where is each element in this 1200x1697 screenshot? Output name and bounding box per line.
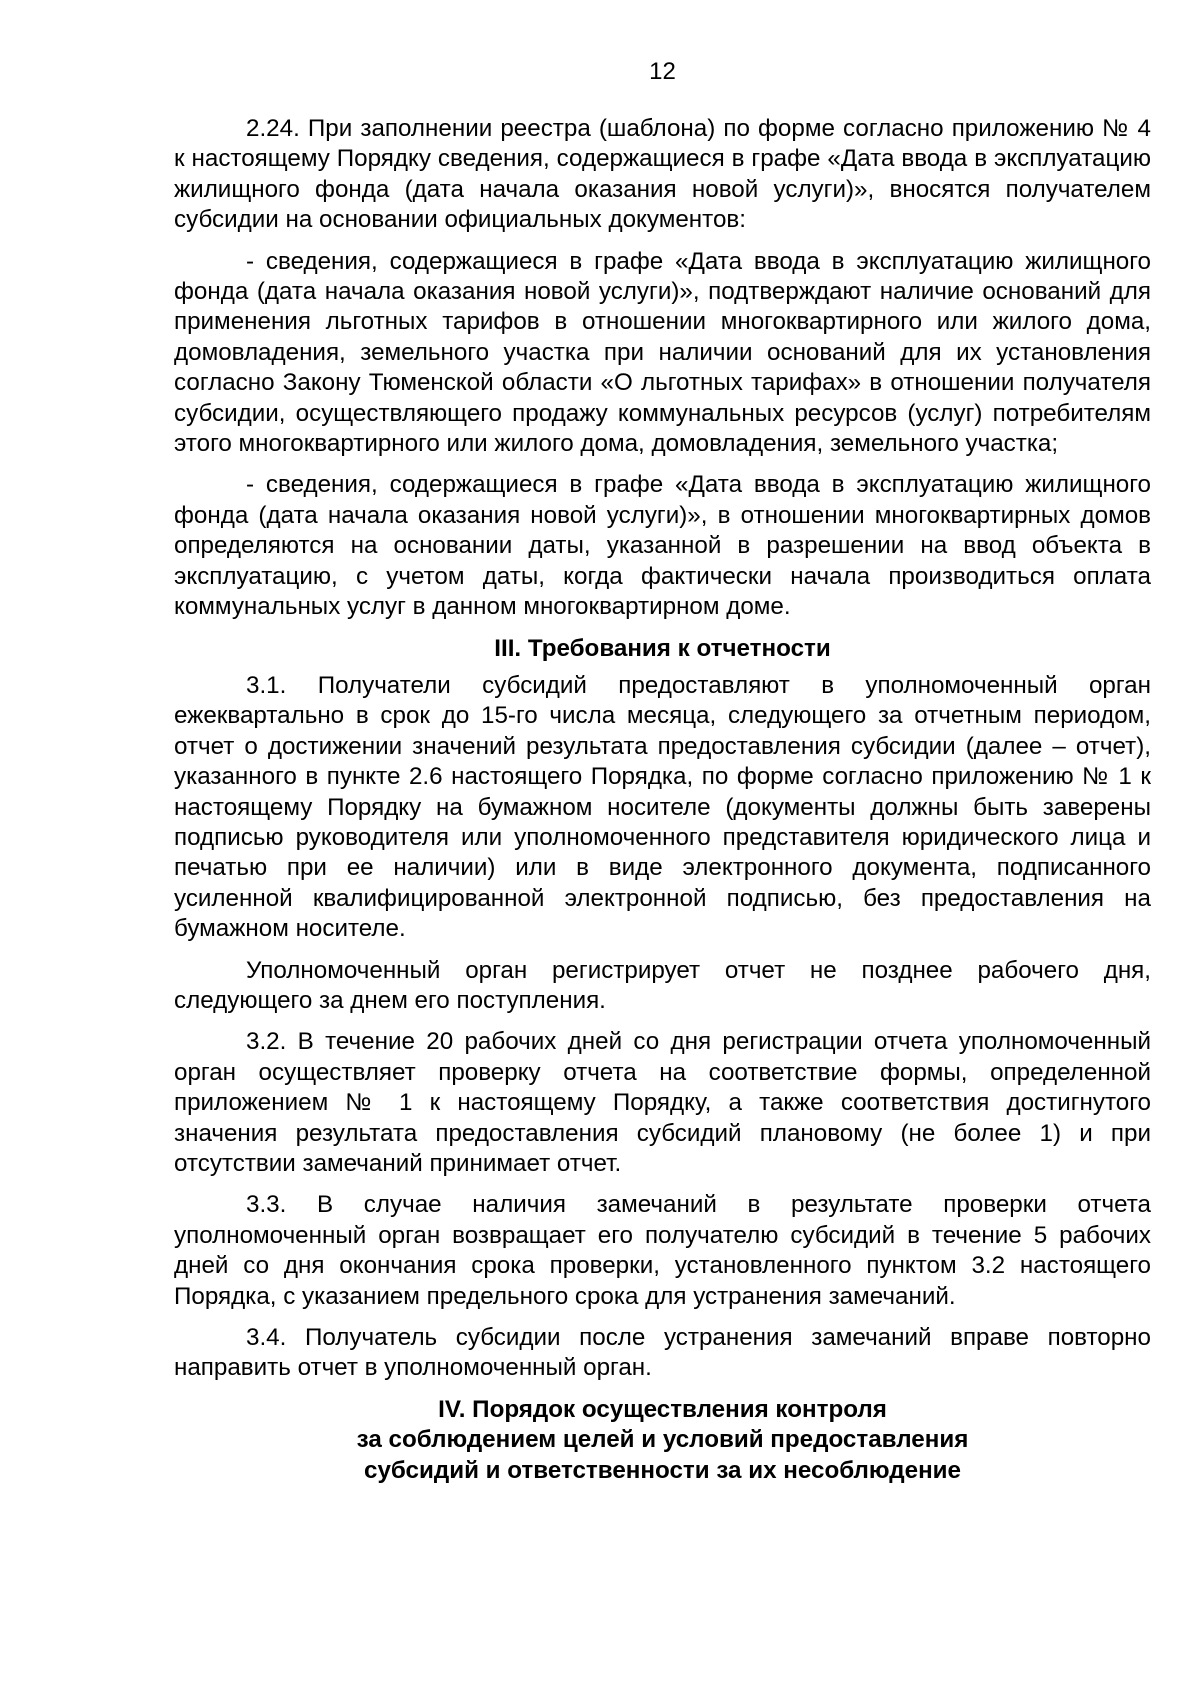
paragraph-3-3: 3.3. В случае наличия замечаний в результате проверки отчета уполномоченный орган возвращает его получателю субсидий в течение 5 рабочих дней со дня окончания срока проверки, установленного пунктом 3.2 настоящего Порядка, с указанием предельного срока для устранения замечаний. xyxy=(174,1191,1151,1310)
section-heading-4-line-1: IV. Порядок осуществления контроля xyxy=(438,1395,887,1423)
section-heading-4-line-2: за соблюдением целей и условий предоставления xyxy=(356,1426,969,1454)
document-body xyxy=(174,114,1151,1493)
section-heading-3: III. Требования к отчетности xyxy=(494,634,831,662)
paragraph-3-1-registration: Уполномоченный орган регистрирует отчет не позднее рабочего дня, следующего за днем его поступления. xyxy=(174,956,1151,1014)
section-heading-4 xyxy=(174,1395,1151,1486)
list-item: - сведения, содержащиеся в графе «Дата ввода в эксплуатацию жилищного фонда (дата начала оказания новой услуги)», в отношении многоквартирных домов определяются на основании даты, указанной в разрешении на ввод объекта в эксплуатацию, с учетом даты, когда фактически начала производиться оплата коммунальных услуг в данном многоквартирном доме. xyxy=(174,471,1151,621)
list-item: - сведения, содержащиеся в графе «Дата ввода в эксплуатацию жилищного фонда (дата начала оказания новой услуги)», подтверждают наличие оснований для применения льготных тарифов в отношении многоквартирного или жилого дома, домовладения, земельного участка при наличии оснований для их установления согласно Закону Тюменской области «О льготных тарифах» в отношении получателя субсидии, осуществляющего продажу коммунальных ресурсов (услуг) потребителям этого многоквартирного или жилого дома, домовладения, земельного участка; xyxy=(174,247,1151,458)
section-heading-4-line-3: субсидий и ответственности за их несоблюдение xyxy=(364,1456,961,1484)
page-number: 12 xyxy=(649,58,676,85)
paragraph-3-1: 3.1. Получатели субсидий предоставляют в уполномоченный орган ежеквартально в срок до 15-го числа месяца, следующего за отчетным периодом, отчет о достижении значений результата предоставления субсидии (далее – отчет), указанного в пункте 2.6 настоящего Порядка, по форме согласно приложению № 1 к настоящему Порядку на бумажном носителе (документы должны быть заверены подписью руководителя или уполномоченного представителя юридического лица и печатью при ее наличии) или в виде электронного документа, подписанного усиленной квалифицированной электронной подписью, без предоставления на бумажном носителе. xyxy=(174,671,1151,943)
paragraph-3-2: 3.2. В течение 20 рабочих дней со дня регистрации отчета уполномоченный орган осуществляет проверку отчета на соответствие формы, определенной приложением № 1 к настоящему Порядку, а также соответствия достигнутого значения результата предоставления субсидий плановому (не более 1) и при отсутствии замечаний принимает отчет. xyxy=(174,1028,1151,1177)
paragraph-2-24: 2.24. При заполнении реестра (шаблона) по форме согласно приложению № 4 к настоящему Порядку сведения, содержащиеся в графе «Дата ввода в эксплуатацию жилищного фонда (дата начала оказания новой услуги)», вносятся получателем субсидии на основании официальных документов: xyxy=(174,115,1151,234)
paragraph-3-4: 3.4. Получатель субсидии после устранения замечаний вправе повторно направить отчет в уполномоченный орган. xyxy=(174,1324,1151,1382)
